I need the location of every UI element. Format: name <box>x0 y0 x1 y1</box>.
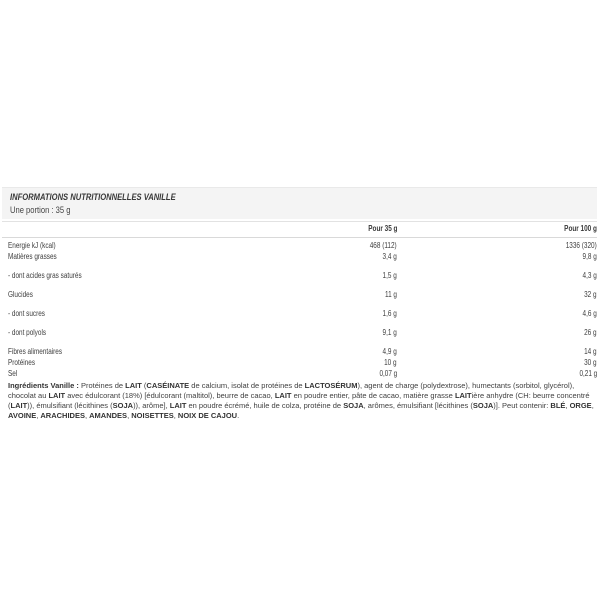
value-per-100g: 26 g <box>584 328 597 337</box>
value-per-100g: 30 g <box>584 358 597 367</box>
nutrition-table-body <box>2 240 597 379</box>
value-per-portion: 0,07 g <box>379 369 397 378</box>
nutrition-title-text: INFORMATIONS NUTRITIONNELLES VANILLE <box>10 192 176 203</box>
column-header-per-portion: Pour 35 g <box>367 224 397 233</box>
value-per-100g: 9,8 g <box>582 252 597 261</box>
table-row <box>2 357 597 368</box>
value-per-100g: 14 g <box>584 347 597 356</box>
table-row <box>2 289 597 300</box>
value-per-100g: 4,6 g <box>582 309 597 318</box>
nutrient-label: Glucides <box>8 290 33 299</box>
nutrition-table <box>2 221 597 379</box>
nutrition-section <box>2 187 597 421</box>
nutrient-label: - dont acides gras saturés <box>8 271 82 280</box>
value-per-portion: 1,5 g <box>382 271 397 280</box>
table-row <box>2 346 597 357</box>
table-row <box>2 251 597 262</box>
portion-size <box>10 205 589 216</box>
value-per-portion: 10 g <box>384 358 397 367</box>
value-per-portion: 3,4 g <box>382 252 397 261</box>
table-row <box>2 327 597 338</box>
nutrient-label: Protéines <box>8 358 36 367</box>
nutrient-label: - dont polyols <box>8 328 47 337</box>
value-per-100g: 1336 (320) <box>566 241 597 250</box>
value-per-portion: 4,9 g <box>382 347 397 356</box>
nutrition-table-header <box>2 221 597 238</box>
nutrition-header-band <box>2 187 597 219</box>
nutrient-label: Sel <box>8 369 18 378</box>
value-per-100g: 4,3 g <box>582 271 597 280</box>
value-per-100g: 0,21 g <box>579 369 597 378</box>
value-per-portion: 468 (112) <box>370 241 397 250</box>
column-header-per-100g: Pour 100 g <box>564 224 597 233</box>
value-per-portion: 11 g <box>385 290 397 299</box>
table-row <box>2 240 597 251</box>
ingredients-text: Ingrédients Vanille : Protéines de LAIT (CASÉINATE de calcium, isolat de protéines de LACTOSÉRUM), agent de charge (polydextrose), humectants (sorbitol, glycérol), chocolat au LAIT avec édulcorant (18%) [édulcorant (maltitol), beurre de cacao, LAIT en poudre entier, pâte de cacao, matière grasse LAITière anhydre (CH: beurre concentré (LAIT)), émulsifiant (lécithines (SOJA)), arôme], LAIT en poudre écrémé, huile de colza, protéine de SOJA, arômes, émulsifiant [lécithines (SOJA)]. Peut contenir: BLÉ, ORGE, AVOINE, ARACHIDES, AMANDES, NOISETTES, NOIX DE CAJOU. <box>8 381 594 420</box>
table-row <box>2 368 597 379</box>
nutrient-label: Fibres alimentaires <box>8 347 63 356</box>
nutrient-label: - dont sucres <box>8 309 45 318</box>
value-per-portion: 9,1 g <box>382 328 397 337</box>
value-per-100g: 32 g <box>584 290 597 299</box>
value-per-portion: 1,6 g <box>382 309 397 318</box>
nutrient-label: Matières grasses <box>8 252 57 261</box>
nutrient-label: Energie kJ (kcal) <box>8 241 56 250</box>
table-row <box>2 308 597 319</box>
table-row <box>2 270 597 281</box>
nutrition-title <box>10 192 589 203</box>
portion-size-text: Une portion : 35 g <box>10 205 71 216</box>
